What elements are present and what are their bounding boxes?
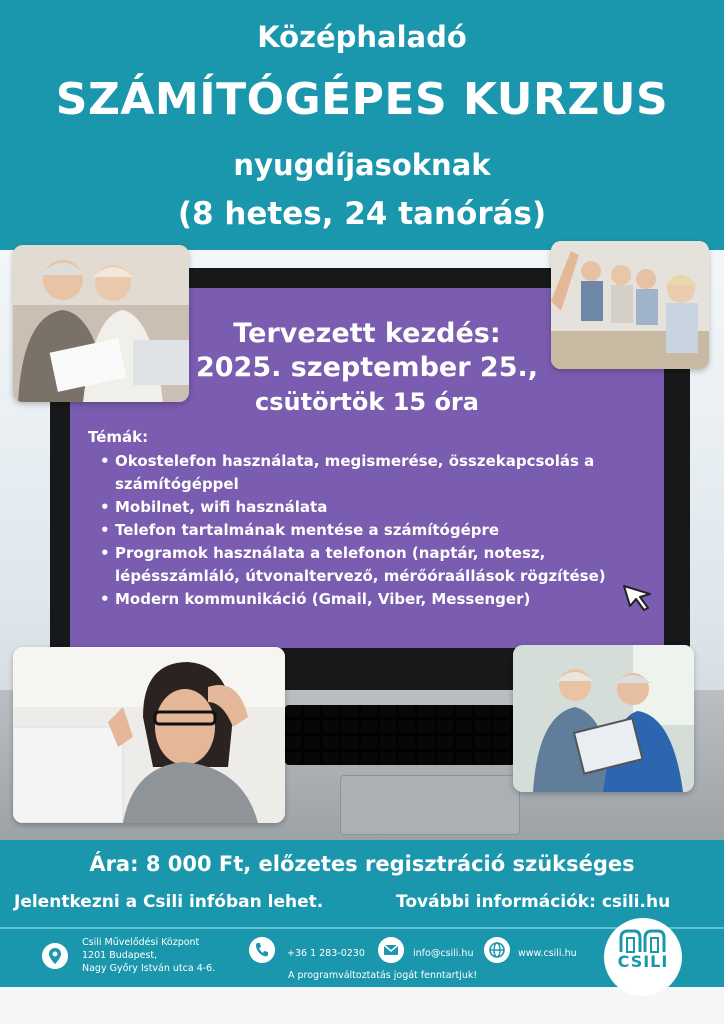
header-banner [0, 0, 724, 250]
address-line-2: 1201 Budapest, [82, 950, 158, 961]
course-duration: (8 hetes, 24 tanórás) [177, 196, 547, 232]
apply-text: Jelentkezni a Csili infóban lehet. [14, 892, 324, 912]
phone-number[interactable]: +36 1 283-0230 [287, 948, 365, 959]
address [82, 936, 215, 975]
price-band [0, 840, 724, 927]
topic-item: • Mobilnet, wifi használata [115, 496, 655, 519]
start-time: csütörtök 15 óra [255, 388, 479, 416]
location-pin-icon [42, 943, 68, 969]
cursor-icon [620, 582, 656, 612]
photo-seniors-tablet [513, 645, 694, 792]
csili-logo [604, 918, 682, 996]
email-icon [378, 937, 404, 963]
photo-seniors-group [551, 241, 709, 369]
email-address[interactable]: info@csili.hu [413, 948, 474, 959]
topics-title: Témák: [88, 428, 149, 446]
phone-icon [249, 937, 275, 963]
audience: nyugdíjasoknak [233, 148, 491, 182]
start-label: Tervezett kezdés: [233, 318, 501, 349]
topic-item: • Modern kommunikáció (Gmail, Viber, Messenger) [115, 588, 655, 611]
website-link[interactable]: www.csili.hu [518, 948, 577, 959]
start-date: 2025. szeptember 25., [195, 352, 539, 383]
subtitle-level: Középhaladó [257, 20, 467, 54]
address-line-3: Nagy Győry István utca 4-6. [82, 963, 216, 974]
laptop-keyboard [285, 705, 515, 765]
course-title: SZÁMÍTÓGÉPES KURZUS [55, 74, 669, 125]
photo-stressed-woman [13, 647, 285, 823]
more-info-text: További információk: csili.hu [396, 892, 671, 912]
topic-item: • Okostelefon használata, megismerése, összekapcsolás a számítógéppel [115, 450, 655, 496]
logo-text: CSILI [617, 952, 669, 971]
topic-item: • Programok használata a telefonon (naptár, notesz, lépésszámláló, útvonaltervező, mérőóraállások rögzítése) [115, 542, 655, 588]
topic-item: • Telefon tartalmának mentése a számítógépre [115, 519, 655, 542]
globe-icon [484, 937, 510, 963]
disclaimer: A programváltoztatás jogát fenntartjuk! [288, 970, 478, 981]
topics-list [115, 450, 655, 611]
address-line-1: Csili Művelődési Központ [82, 937, 200, 948]
logo-arches-icon [618, 928, 668, 954]
laptop-touchpad [340, 775, 520, 835]
photo-seniors-reading [13, 245, 189, 402]
bottom-strip [0, 987, 724, 1024]
price-text: Ára: 8 000 Ft, előzetes regisztráció szükséges [89, 852, 635, 876]
